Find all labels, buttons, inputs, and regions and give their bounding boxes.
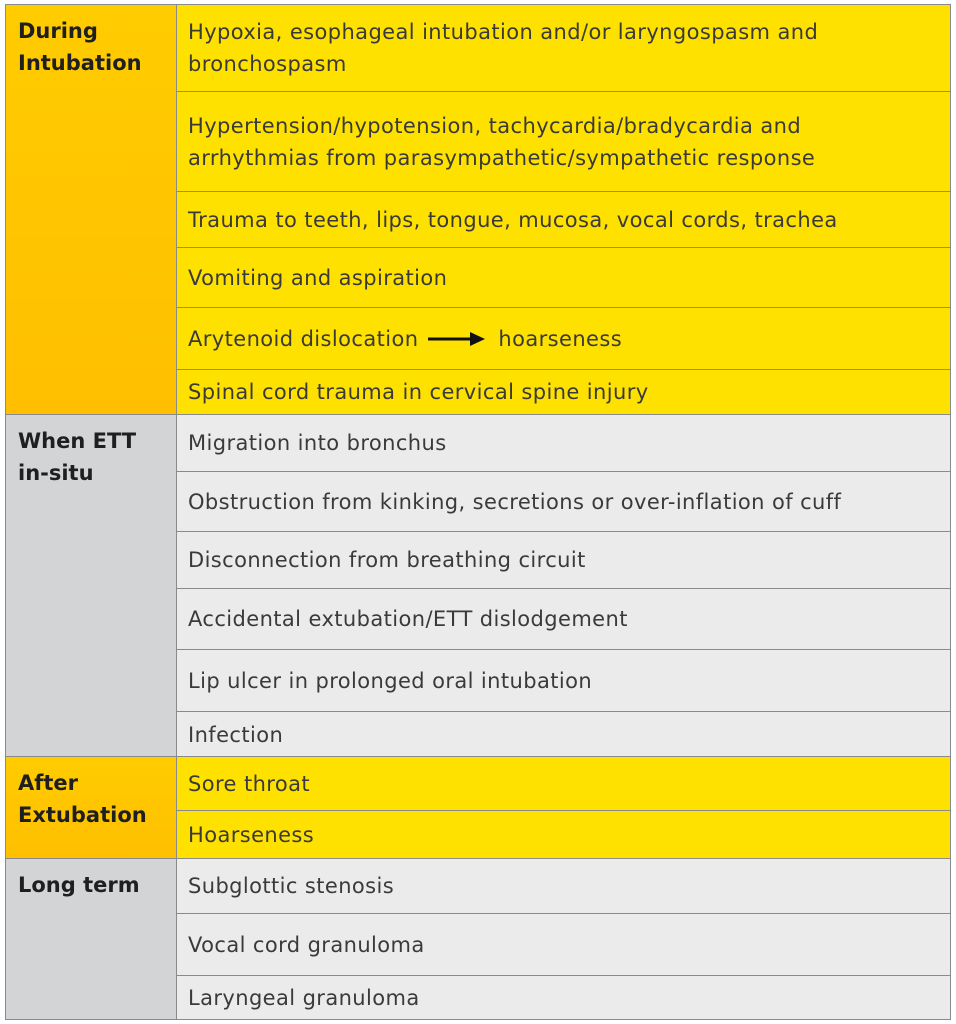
group-label-line: Long term: [18, 873, 140, 897]
row-text: Migration into bronchus: [188, 431, 447, 455]
group-label: [6, 757, 177, 858]
group-long-term: [6, 858, 950, 1019]
group-during-intubation: [6, 5, 950, 414]
row-text: Hoarseness: [188, 823, 315, 847]
group-rows: [177, 5, 950, 414]
row-text: Sore throat: [188, 771, 311, 796]
table-row: [177, 369, 950, 414]
row-text: Laryngeal granuloma: [188, 986, 420, 1010]
group-label-line: During: [18, 19, 98, 43]
table-row: [177, 711, 950, 757]
table-row: [177, 649, 950, 711]
row-text-before-arrow: Arytenoid dislocation: [188, 326, 419, 351]
table-row: [177, 975, 950, 1020]
row-text: Vomiting and aspiration: [188, 265, 448, 290]
table-row: [177, 471, 950, 531]
table-row: [177, 91, 950, 191]
row-text: Vocal cord granuloma: [188, 932, 425, 957]
group-label-line: When ETT: [18, 429, 137, 453]
group-label: [6, 5, 177, 414]
group-after-extubation: [6, 756, 950, 858]
row-text: Disconnection from breathing circuit: [188, 548, 586, 572]
row-text: Hypertension/hypotension, tachycardia/bradycardia and arrhythmias from parasympathetic/sympathetic response: [188, 113, 816, 170]
row-text: Trauma to teeth, lips, tongue, mucosa, vocal cords, trachea: [188, 207, 838, 232]
row-text: Lip ulcer in prolonged oral intubation: [188, 668, 593, 693]
row-text: Accidental extubation/ETT dislodgement: [188, 607, 628, 631]
row-text: Subglottic stenosis: [188, 874, 395, 898]
table-row: [177, 307, 950, 369]
group-label-line: Intubation: [18, 51, 142, 75]
table-row: [177, 531, 950, 588]
table-row: [177, 588, 950, 649]
table-row: [177, 913, 950, 975]
group-label: [6, 859, 177, 1019]
row-text: Spinal cord trauma in cervical spine injury: [188, 380, 649, 404]
group-rows: [177, 757, 950, 858]
right-arrow-icon: [428, 331, 486, 347]
table-row: [177, 247, 950, 307]
table-row: [177, 757, 950, 810]
group-label-line: in-situ: [18, 461, 94, 485]
table-row: [177, 810, 950, 859]
group-rows: [177, 415, 950, 756]
row-text: Infection: [188, 722, 284, 747]
complications-table: [5, 4, 951, 1020]
table-row: [177, 5, 950, 91]
group-label-line: After: [18, 771, 79, 795]
table-row: [177, 415, 950, 471]
row-text: Obstruction from kinking, secretions or over-inflation of cuff: [188, 489, 842, 514]
row-text-after-arrow: hoarseness: [498, 326, 623, 351]
table-row: [177, 191, 950, 247]
group-label-line: Extubation: [18, 803, 147, 827]
group-label: [6, 415, 177, 756]
table-row: [177, 859, 950, 913]
row-text: Hypoxia, esophageal intubation and/or laryngospasm and bronchospasm: [188, 20, 819, 76]
group-rows: [177, 859, 950, 1019]
group-when-ett-in-situ: [6, 414, 950, 756]
